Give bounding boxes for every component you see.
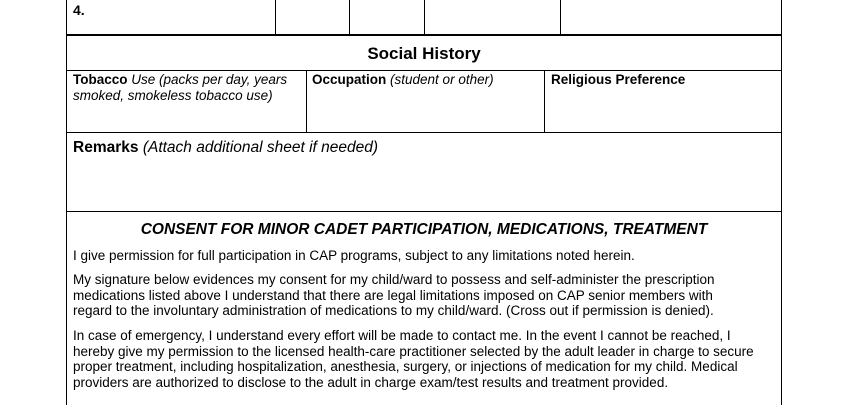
medical-consent-form (66, 0, 782, 405)
medication-row4-col5-field[interactable] (561, 0, 781, 34)
consent-medications-paragraph (73, 272, 781, 319)
medication-row4-col2-field[interactable] (276, 0, 349, 34)
section-separator (66, 34, 782, 36)
remarks-label-bold: Remarks (73, 139, 139, 156)
remarks-hint: (Attach additional sheet if needed) (142, 139, 379, 156)
social-history-title: Social History (367, 44, 481, 63)
occupation-field[interactable] (307, 71, 544, 132)
consent-medications-line: My signature below evidences my consent for my child/ward to possess and self-administer the prescription (73, 272, 715, 287)
remarks-bottom-rule (66, 211, 782, 212)
consent-emergency-line: hereby give my permission to the licensed health-care practitioner selected by the adult leader in charge to secure (73, 343, 754, 359)
consent-emergency-paragraph (73, 328, 781, 390)
consent-emergency-line: providers are authorized to disclose to the adult in charge exam/test results and treatment provided. (73, 374, 669, 390)
consent-emergency-line: proper treatment, including hospitalization, anesthesia, surgery, or injections of medication for my child. Medical (73, 359, 738, 375)
consent-participation-paragraph: I give permission for full participation in CAP programs, subject to any limitations noted herein. (73, 248, 635, 263)
tobacco-hint-line2: smoked, smokeless tobacco use) (73, 88, 273, 103)
medication-row4-name-field[interactable] (67, 0, 275, 34)
religious-label-bold: Religious Preference (551, 72, 686, 87)
consent-medications-line: regard to the involuntary administration of medications to my child/ward. (Cross out if permission is denied). (73, 303, 714, 319)
consent-title: CONSENT FOR MINOR CADET PARTICIPATION, MEDICATIONS, TREATMENT (140, 221, 708, 238)
occupation-hint: (student or other) (390, 72, 494, 87)
occupation-label-bold: Occupation (312, 72, 387, 87)
tobacco-hint-line1: Use (packs per day, years (131, 72, 288, 87)
medication-row4-col3-field[interactable] (350, 0, 424, 34)
remarks-field[interactable] (67, 133, 781, 211)
medication-row4-col4-field[interactable] (425, 0, 560, 34)
medication-row-number: 4. (73, 2, 85, 18)
tobacco-label-bold: Tobacco (73, 72, 128, 87)
tobacco-field[interactable] (67, 71, 305, 132)
consent-medications-line: medications listed above I understand that there are legal limitations imposed on CAP senior members with (73, 287, 713, 303)
religious-preference-field[interactable] (545, 71, 781, 132)
consent-emergency-line: In case of emergency, I understand every effort will be made to contact me. In the event I cannot be reached, I (73, 328, 731, 343)
